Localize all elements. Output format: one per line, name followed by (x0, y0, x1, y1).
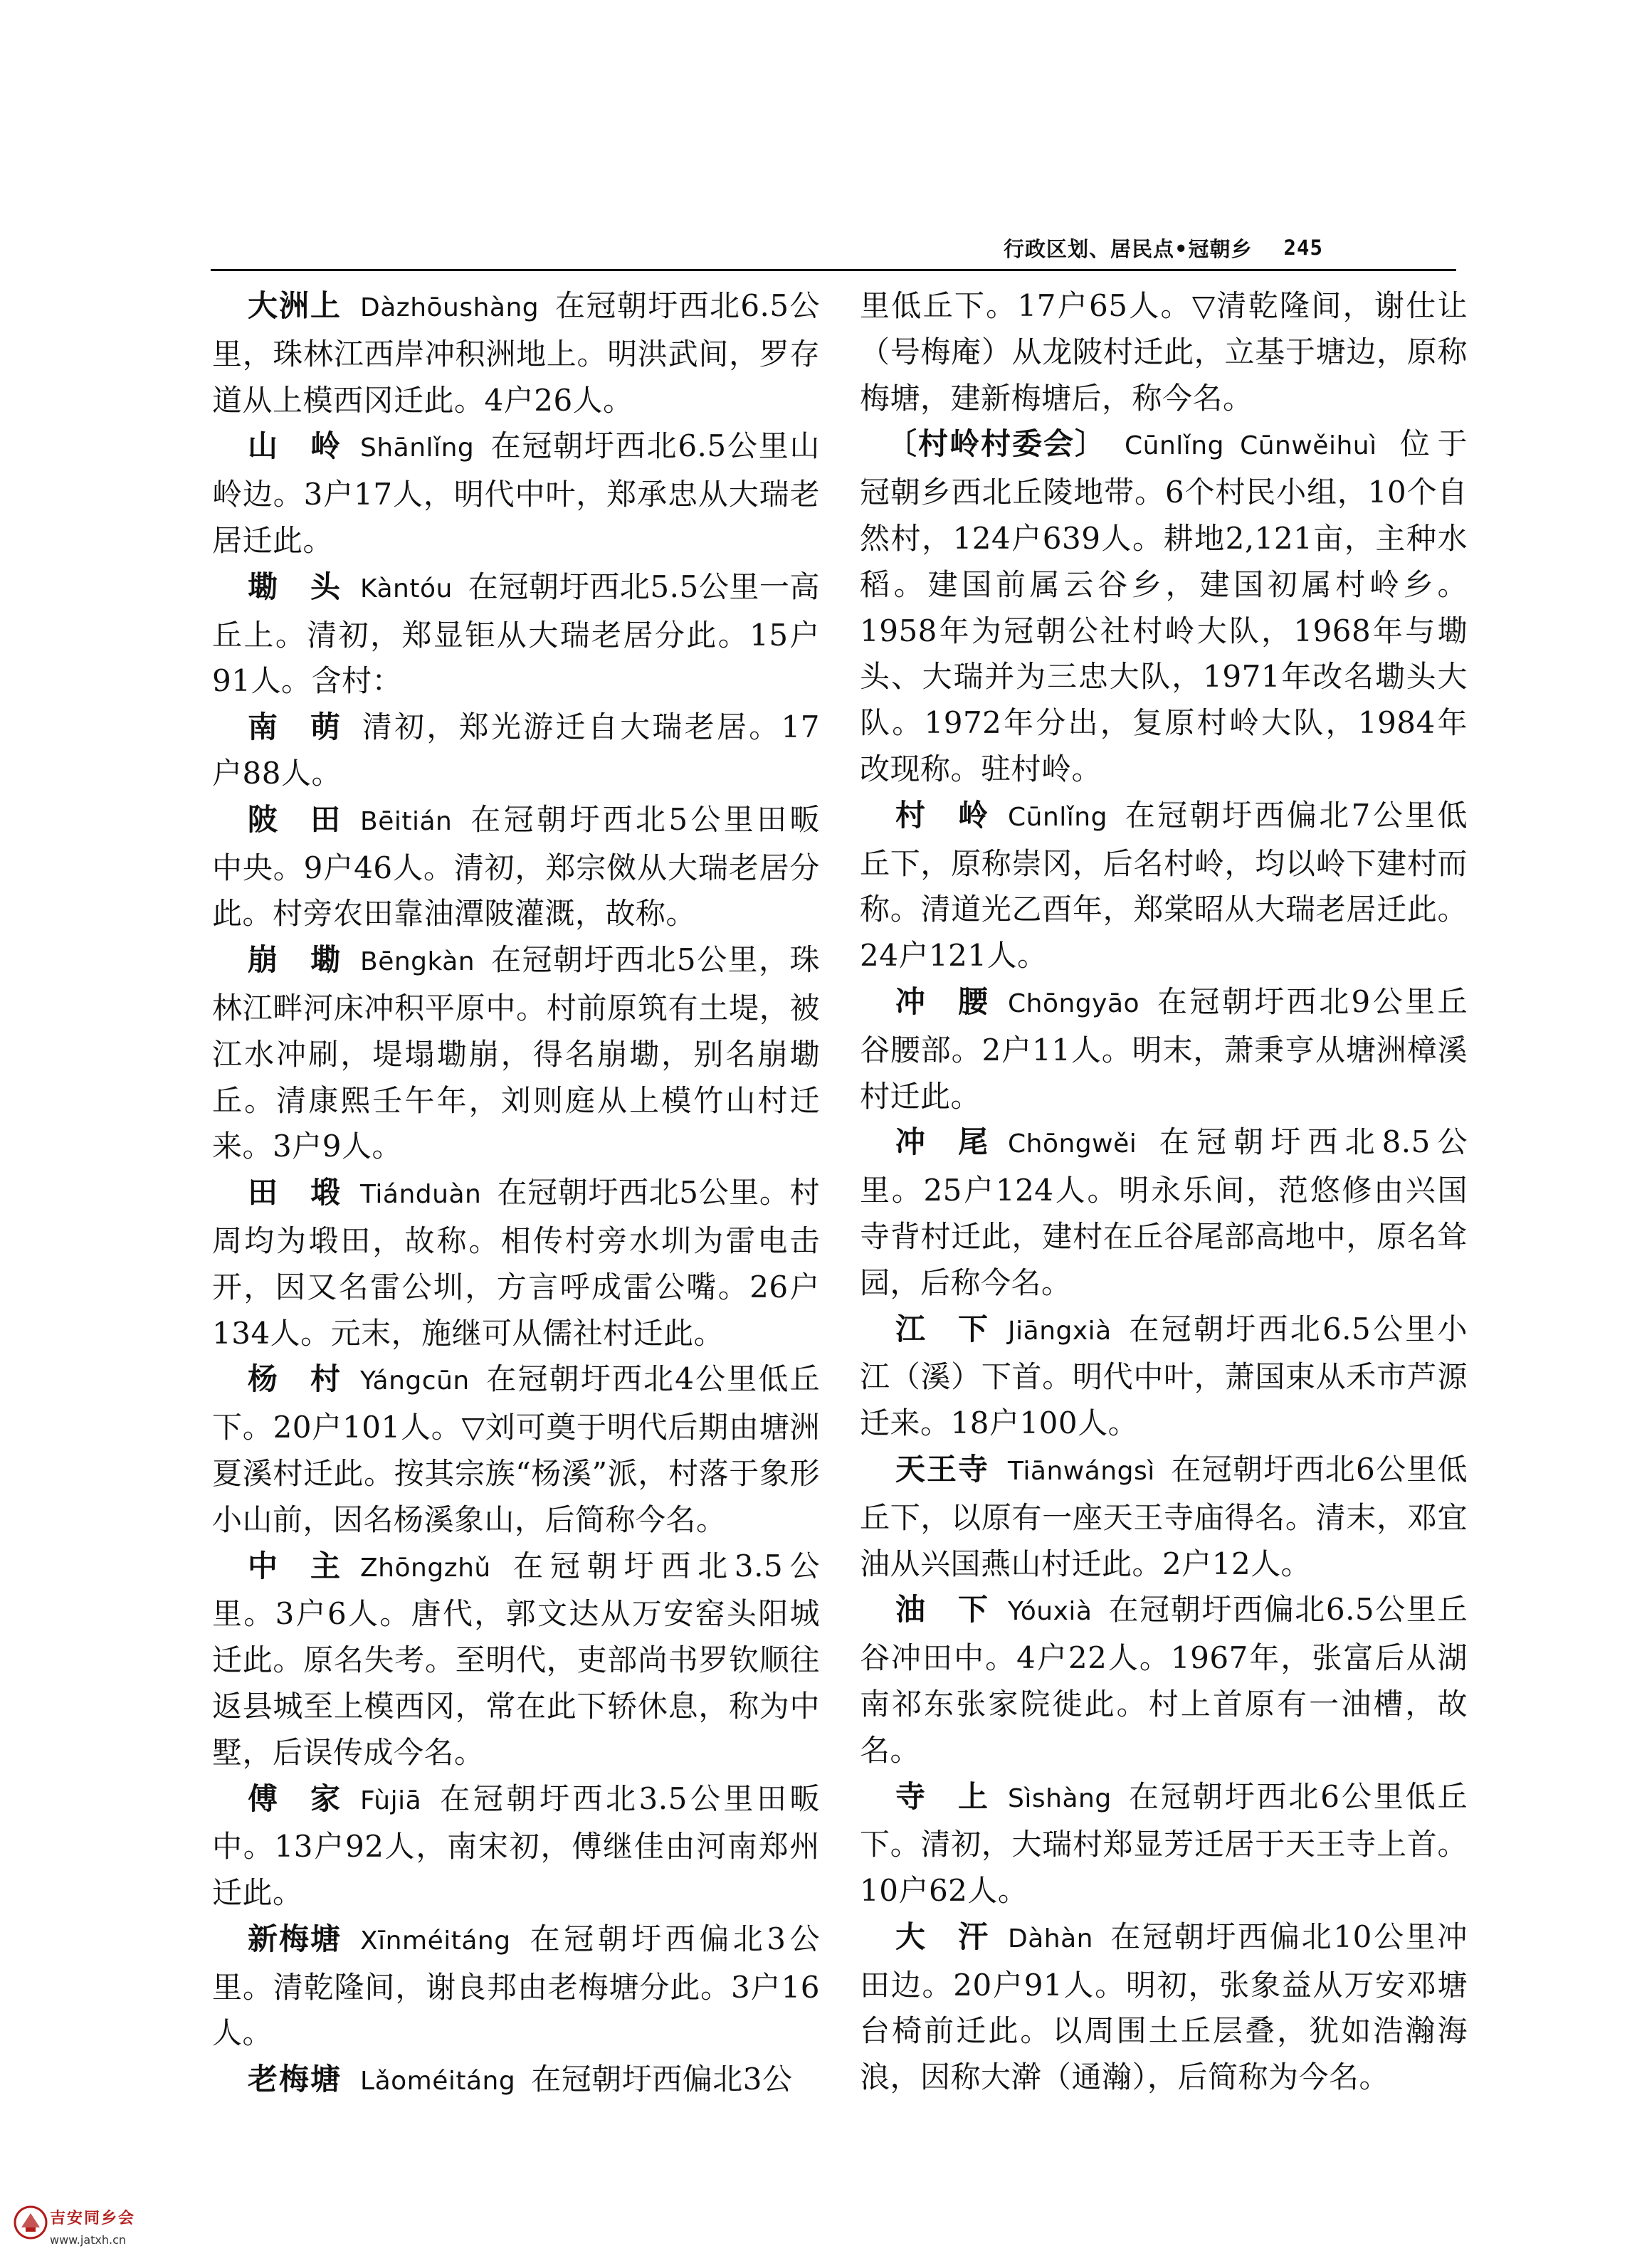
entry-headword: 寺 上 (895, 1778, 990, 1814)
entry-text: 在冠朝圩西北6公里低丘下，以原有一座天王寺庙得名。清末，邓宜油从兴国燕山村迁此。2户12人。 (860, 1451, 1468, 1581)
entry-headword: 新梅塘 (248, 1921, 342, 1956)
entry-text: 在冠朝圩西北6.5公里小江（溪）下首。明代中叶，萧国束从禾市芦源迁来。18户100人。 (860, 1311, 1468, 1441)
entry-text: 在冠朝圩西北9公里丘谷腰部。2户11人。明末，萧秉亨从塘洲樟溪村迁此。 (860, 983, 1468, 1114)
entry-text: 在冠朝圩西偏北6.5公里丘谷冲田中。4户22人。1967年，张富后从湖南祁东张家院徙此。村上首原有一油槽，故名。 (860, 1592, 1468, 1768)
entry-text: 在冠朝圩西偏北3公里。清乾隆间，谢良邦由老梅塘分此。3户16人。 (212, 1921, 820, 2051)
gazetteer-entry-continued (860, 283, 1468, 421)
entry-headword: 天王寺 (895, 1451, 990, 1487)
entry-pinyin: Cūnlǐng (1008, 802, 1107, 832)
gazetteer-entry (860, 1119, 1468, 1306)
running-header (1004, 229, 1431, 266)
entry-pinyin: Chōngyāo (1008, 988, 1140, 1018)
entry-headword: 南 萌 (248, 710, 342, 745)
gazetteer-entry (860, 1447, 1468, 1587)
entry-text: 在冠朝圩西北4公里低丘下。20户101人。▽刘可奠于明代后期由塘洲夏溪村迁此。按其宗族“杨溪”派，村落于象形小山前，因名杨溪象山，后简称今名。 (212, 1361, 820, 1537)
gazetteer-entry (212, 797, 820, 937)
entry-headword: 崩 墈 (248, 942, 342, 978)
entry-text: 在冠朝圩西北5公里。村周均为塅田，故称。相传村旁水圳为雷电击开，因又名雷公圳，方言呼成雷公嘴。26户134人。元末，施继可从儒社村迁此。 (212, 1175, 820, 1351)
site-watermark (0, 2199, 178, 2263)
entry-pinyin: Kàntóu (360, 574, 453, 603)
gazetteer-entry (212, 564, 820, 705)
entry-headword: 大 汗 (895, 1919, 990, 1954)
entry-pinyin: Zhōngzhǔ (360, 1553, 491, 1583)
gazetteer-entry (860, 793, 1468, 979)
entry-text: 在冠朝圩西北6.5公里山岭边。3户17人，明代中叶，郑承忠从大瑞老居迁此。 (212, 428, 820, 558)
gazetteer-entry (860, 979, 1468, 1119)
entry-pinyin: Bēngkàn (360, 947, 475, 977)
entry-text: 位于冠朝乡西北丘陵地带。6个村民小组，10个自然村，124户639人。耕地2,121亩，主种水稻。建国前属云谷乡，建国初属村岭乡。1958年为冠朝公社村岭大队，1968年与墈头、大瑞并为三忠大队，1971年改名墈头大队。1972年分出，复原村岭大队，1984年改现称。驻村岭。 (860, 426, 1468, 786)
gazetteer-entry (212, 1544, 820, 1776)
header-rule (211, 269, 1456, 271)
entry-headword: 江 下 (895, 1311, 990, 1346)
entry-text: 在冠朝圩西北6.5公里，珠林江西岸冲积洲地上。明洪武间，罗存道从上模西冈迁此。4户26人。 (212, 288, 820, 418)
entry-pinyin: Bēitián (360, 806, 453, 836)
entry-headword: 墈 头 (248, 569, 342, 604)
entry-text: 里低丘下。17户65人。▽清乾隆间，谢仕让（号梅庵）从龙陂村迁此，立基于塘边，原称梅塘，建新梅塘后，称今名。 (860, 288, 1468, 416)
gazetteer-entry (212, 2057, 820, 2105)
entry-headword: 村 岭 (895, 797, 990, 833)
entry-pinyin: Jiāngxià (1008, 1316, 1112, 1346)
entry-headword: 中 主 (248, 1548, 342, 1583)
watermark-url: www.jatxh.cn (50, 2233, 127, 2247)
gazetteer-entry (212, 423, 820, 564)
entry-text: 在冠朝圩西偏北7公里低丘下，原称崇冈，后名村岭，均以岭下建村而称。清道光乙酉年，郑棠昭从大瑞老居迁此。24户121人。 (860, 797, 1468, 974)
gazetteer-entry (860, 1774, 1468, 1914)
entry-pinyin: Lǎoméitáng (360, 2067, 516, 2096)
gazetteer-entry (212, 283, 820, 423)
entry-pinyin: Shānlǐng (360, 433, 475, 463)
entry-headword: 山 岭 (248, 428, 342, 464)
entry-text: 在冠朝圩西偏北3公 (531, 2062, 793, 2097)
seal-logo-icon (13, 2205, 48, 2240)
entry-pinyin: Xīnméitáng (360, 1926, 511, 1956)
entry-pinyin: Sìshàng (1008, 1783, 1112, 1813)
gazetteer-entry (212, 1356, 820, 1543)
entry-headword: 陂 田 (248, 801, 342, 837)
entry-headword: 冲 尾 (895, 1124, 990, 1160)
entry-text: 在冠朝圩西北8.5公里。25户124人。明永乐间，范悠修由兴国寺背村迁此，建村在丘谷尾部高地中，原名耸园，后称今名。 (860, 1124, 1468, 1300)
gazetteer-entry (212, 705, 820, 797)
entry-pinyin: Yóuxià (1008, 1597, 1093, 1627)
entry-pinyin: Chōngwěi (1008, 1129, 1137, 1159)
gazetteer-entry (212, 1776, 820, 1916)
entry-pinyin: Dàhàn (1008, 1924, 1093, 1953)
watermark-name: 吉安同乡会 (50, 2210, 136, 2227)
entry-pinyin: Tiánduàn (360, 1180, 482, 1210)
entry-text: 在冠朝圩西偏北10公里冲田边。20户91人。明初，张象益从万安邓塘台椅前迁此。以周围土丘层叠，犹如浩瀚海浪，因称大澣（通瀚），后简称为今名。 (860, 1919, 1468, 2095)
entry-headword: 田 塅 (248, 1175, 342, 1211)
header-title: 行政区划、居民点•冠朝乡 (1004, 236, 1253, 261)
entry-headword: 大洲上 (248, 288, 342, 323)
entry-pinyin: Tiānwángsì (1008, 1456, 1155, 1486)
entry-text: 在冠朝圩西北5公里，珠林江畔河床冲积平原中。村前原筑有土堤，被江水冲刷，堤塌墈崩，得名崩墈，别名崩墈丘。清康熙壬午年，刘则庭从上模竹山村迁来。3户9人。 (212, 942, 820, 1164)
entry-text: 清初，郑光游迁自大瑞老居。17户88人。 (212, 710, 820, 791)
entry-text: 在冠朝圩西北3.5公里。3户6人。唐代，郭文达从万安窑头阳城迁此。原名失考。至明代，吏部尚书罗钦顺往返县城至上模西冈，常在此下轿休息，称为中墅，后误传成今名。 (212, 1548, 820, 1770)
entry-text: 在冠朝圩西北5.5公里一高丘上。清初，郑显钜从大瑞老居分此。15户91人。含村： (212, 569, 820, 699)
gazetteer-entry (860, 1587, 1468, 1773)
left-column (212, 283, 820, 2105)
page-number: 245 (1283, 236, 1323, 260)
entry-pinyin: Dàzhōushàng (360, 293, 539, 322)
entry-headword: 冲 腰 (895, 983, 990, 1019)
entry-headword: 老梅塘 (248, 2062, 342, 2097)
gazetteer-entry (860, 421, 1468, 792)
entry-text: 在冠朝圩西北5公里田畈中央。9户46人。清初，郑宗傚从大瑞老居分此。村旁农田靠油潭陂灌溉，故称。 (212, 801, 820, 932)
right-column (860, 283, 1468, 2101)
entry-headword: 〔村岭村委会〕 (887, 426, 1107, 462)
gazetteer-entry (860, 1307, 1468, 1447)
entry-pinyin: Yángcūn (360, 1366, 470, 1396)
gazetteer-entry (212, 1916, 820, 2057)
entry-text: 在冠朝圩西北6公里低丘下。清初，大瑞村郑显芳迁居于天王寺上首。10户62人。 (860, 1778, 1468, 1909)
entry-headword: 杨 村 (248, 1361, 342, 1397)
gazetteer-entry (212, 937, 820, 1170)
gazetteer-entry (860, 1914, 1468, 2101)
entry-headword: 油 下 (895, 1592, 990, 1628)
gazetteer-entry (212, 1170, 820, 1356)
entry-headword: 傅 家 (248, 1781, 342, 1816)
entry-pinyin: Cūnlǐng Cūnwěihuì (1125, 431, 1377, 461)
entry-text: 在冠朝圩西北3.5公里田畈中。13户92人，南宋初，傅继佳由河南郑州迁此。 (212, 1781, 820, 1911)
entry-pinyin: Fùjiā (360, 1786, 422, 1815)
